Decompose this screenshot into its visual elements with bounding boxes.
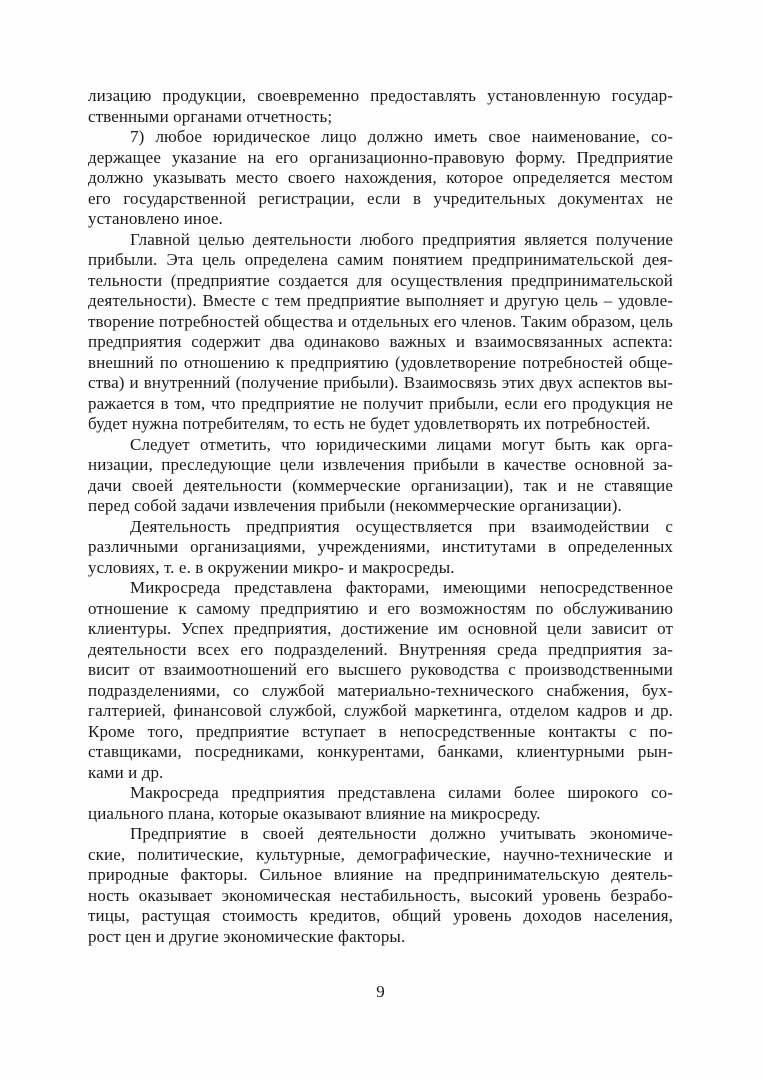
text-line: Деятельность предприятия осуществляется при взаимодействии с — [130, 516, 673, 536]
text-line: его государственной регистрации, если в учредительных документах не — [88, 188, 673, 208]
text-line: ность оказывает экономическая нестабильность, высокий уровень безрабо- — [88, 885, 673, 905]
text-line: Главной целью деятельности любого предприятия является получение — [130, 229, 673, 249]
paragraph — [88, 578, 673, 783]
text-line: тицы, растущая стоимость кредитов, общий уровень доходов населения, — [88, 906, 673, 925]
text-line: тельности (предприятие создается для осуществления предпринимательской — [88, 270, 673, 290]
page-number: 9 — [376, 982, 385, 1001]
paragraph — [88, 127, 673, 230]
text-line: подразделениями, со службой материально-технического снабжения, бух- — [88, 680, 673, 700]
text-line: низации, преследующие цели извлечения прибыли в качестве основной за- — [88, 455, 673, 474]
paragraph — [88, 435, 673, 517]
paragraph — [88, 517, 673, 579]
paragraph — [88, 783, 673, 824]
text-line: ские, политические, культурные, демографические, научно-технические и — [88, 844, 673, 864]
text-line: ражается в том, что предприятие не получит прибыли, если его продукция не — [88, 393, 673, 413]
paragraph — [88, 230, 673, 435]
text-line: галтерией, финансовой службой, службой маркетинга, отделом кадров и др. — [88, 701, 673, 720]
text-line: внешний по отношению к предприятию (удовлетворение потребностей обще- — [88, 352, 673, 372]
text-line: деятельности всех его подразделений. Внутренняя среда предприятия за- — [88, 639, 673, 659]
text-line: дачи своей деятельности (коммерческие организации), так и не ставящие — [88, 475, 673, 495]
text-line: Макросреда предприятия представлена силами более широкого со- — [130, 783, 673, 802]
text-line: природные факторы. Сильное влияние на предпринимательскую деятель- — [88, 865, 673, 884]
text-line: Следует отметить, что юридическими лицами могут быть как орга- — [130, 434, 673, 454]
text-line: клиентуры. Успех предприятия, достижение им основной цели зависит от — [88, 619, 673, 638]
text-line: перед собой задачи извлечения прибыли (некоммерческие организации). — [88, 496, 622, 515]
text-line: предприятия содержит два одинаково важных и взаимосвязанных аспекта: — [88, 332, 673, 351]
text-line: ства) и внутренний (получение прибыли). Взаимосвязь этих двух аспектов вы- — [88, 373, 673, 392]
text-line: лизацию продукции, своевременно предоставлять установленную государ- — [88, 86, 673, 105]
text-line: отношение к самому предприятию и его возможностям по обслуживанию — [88, 598, 673, 618]
paragraph — [88, 824, 673, 947]
text-line: прибыли. Эта цель определена самим понятием предпринимательской дея- — [88, 250, 673, 269]
text-line: установлено иное. — [88, 209, 223, 228]
text-line: Кроме того, предприятие вступает в непосредственные контакты с по- — [88, 721, 673, 741]
text-line: ками и др. — [88, 762, 164, 782]
text-line: ставщиками, посредниками, конкурентами, банками, клиентурными рын- — [88, 742, 673, 761]
text-line: различными организациями, учреждениями, институтами в определенных — [88, 537, 673, 556]
text-line: Предприятие в своей деятельности должно учитывать экономиче- — [130, 824, 673, 843]
text-line: деятельности). Вместе с тем предприятие выполняет и другую цель – удовле- — [88, 291, 673, 310]
paragraph — [88, 86, 673, 127]
page-text — [88, 86, 673, 947]
text-line: рост цен и другие экономические факторы. — [88, 926, 406, 946]
text-line: условиях, т. е. в окружении микро- и макросреды. — [88, 557, 455, 577]
text-line: ственными органами отчетность; — [88, 106, 333, 126]
text-line: должно указывать место своего нахождения, которое определяется местом — [88, 168, 673, 187]
text-line: творение потребностей общества и отдельных его членов. Таким образом, цель — [88, 311, 673, 331]
text-line: висит от взаимоотношений его высшего руководства с производственными — [88, 660, 673, 679]
text-line: циального плана, которые оказывают влияние на микросреду. — [88, 803, 541, 823]
text-line: 7) любое юридическое лицо должно иметь свое наименование, со- — [130, 127, 673, 146]
text-line: будет нужна потребителям, то есть не будет удовлетворять их потребностей. — [88, 414, 651, 433]
text-line: Микросреда представлена факторами, имеющими непосредственное — [130, 578, 673, 597]
text-line: держащее указание на его организационно-правовую форму. Предприятие — [88, 147, 673, 167]
